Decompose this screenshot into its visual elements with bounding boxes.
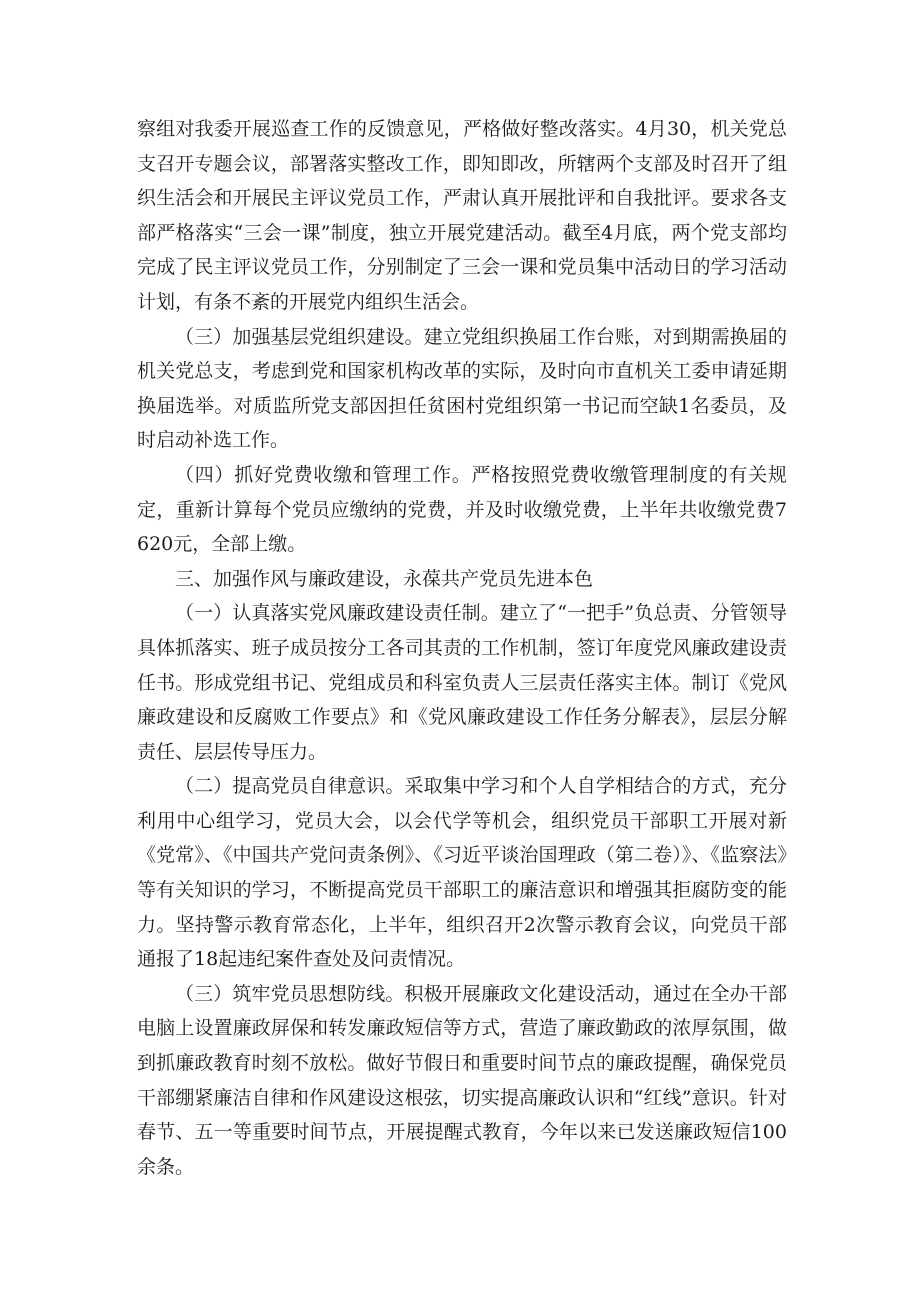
paragraph-ideological-defense: （三）筑牢党员思想防线。积极开展廉政文化建设活动，通过在全办干部电脑上设置廉政屏保和转发廉政短信等方式，营造了廉政勤政的浓厚氛围，做到抓廉政教育时刻不放松。做好节假日和重要时间节点的廉政提醒，确保党员干部绷紧廉洁自律和作风建设这根弦，切实提高廉政认识和“红线”意识。针对春节、五一等重要时间节点，开展提醒式教育，今年以来已发送廉政短信100余条。 <box>137 982 787 1178</box>
document-body <box>137 112 787 1184</box>
paragraph-party-dues: （四）抓好党费收缴和管理工作。严格按照党费收缴管理制度的有关规定，重新计算每个党员应缴纳的党费，并及时收缴党费，上半年共收缴党费7620元，全部上缴。 <box>137 463 787 556</box>
paragraph-grassroots-organization: （三）加强基层党组织建设。建立党组织换届工作台账，对到期需换届的机关党总支，考虑到党和国家机构改革的实际，及时向市直机关工委申请延期换届选举。对质监所党支部因担任贫困村党组织第一书记而空缺1名委员，及时启动补选工作。 <box>137 325 787 452</box>
paragraph-responsibility-system: （一）认真落实党风廉政建设责任制。建立了“一把手”负总责、分管领导具体抓落实、班子成员按分工各司其责的工作机制，签订年度党风廉政建设责任书。形成党组书记、党组成员和科室负责人三层责任落实主体。制订《党风廉政建设和反腐败工作要点》和《党风廉政建设工作任务分解表》，层层分解责任、层层传导压力。 <box>137 602 787 763</box>
paragraph-self-discipline: （二）提高党员自律意识。采取集中学习和个人自学相结合的方式，充分利用中心组学习，党员大会，以会代学等机会，组织党员干部职工开展对新《党常》、《中国共产党问责条例》、《习近平谈治国理政（第二卷）》、《监察法》等有关知识的学习，不断提高党员干部职工的廉洁意识和增强其拒腐防变的能力。坚持警示教育常态化，上半年，组织召开2次警示教育会议，向党员干部通报了18起违纪案件查处及问责情况。 <box>137 775 787 971</box>
paragraph-continuation: 察组对我委开展巡查工作的反馈意见，严格做好整改落实。4月30，机关党总支召开专题会议，部署落实整改工作，即知即改，所辖两个支部及时召开了组织生活会和开展民主评议党员工作，严肃认真开展批评和自我批评。要求各支部严格落实“三会一课”制度，独立开展党建活动。截至4月底，两个党支部均完成了民主评议党员工作，分别制定了三会一课和党员集中活动日的学习活动计划，有条不紊的开展党内组织生活会。 <box>137 118 787 313</box>
section-heading-integrity: 三、加强作风与廉政建设，永葆共产党员先进本色 <box>175 567 594 590</box>
